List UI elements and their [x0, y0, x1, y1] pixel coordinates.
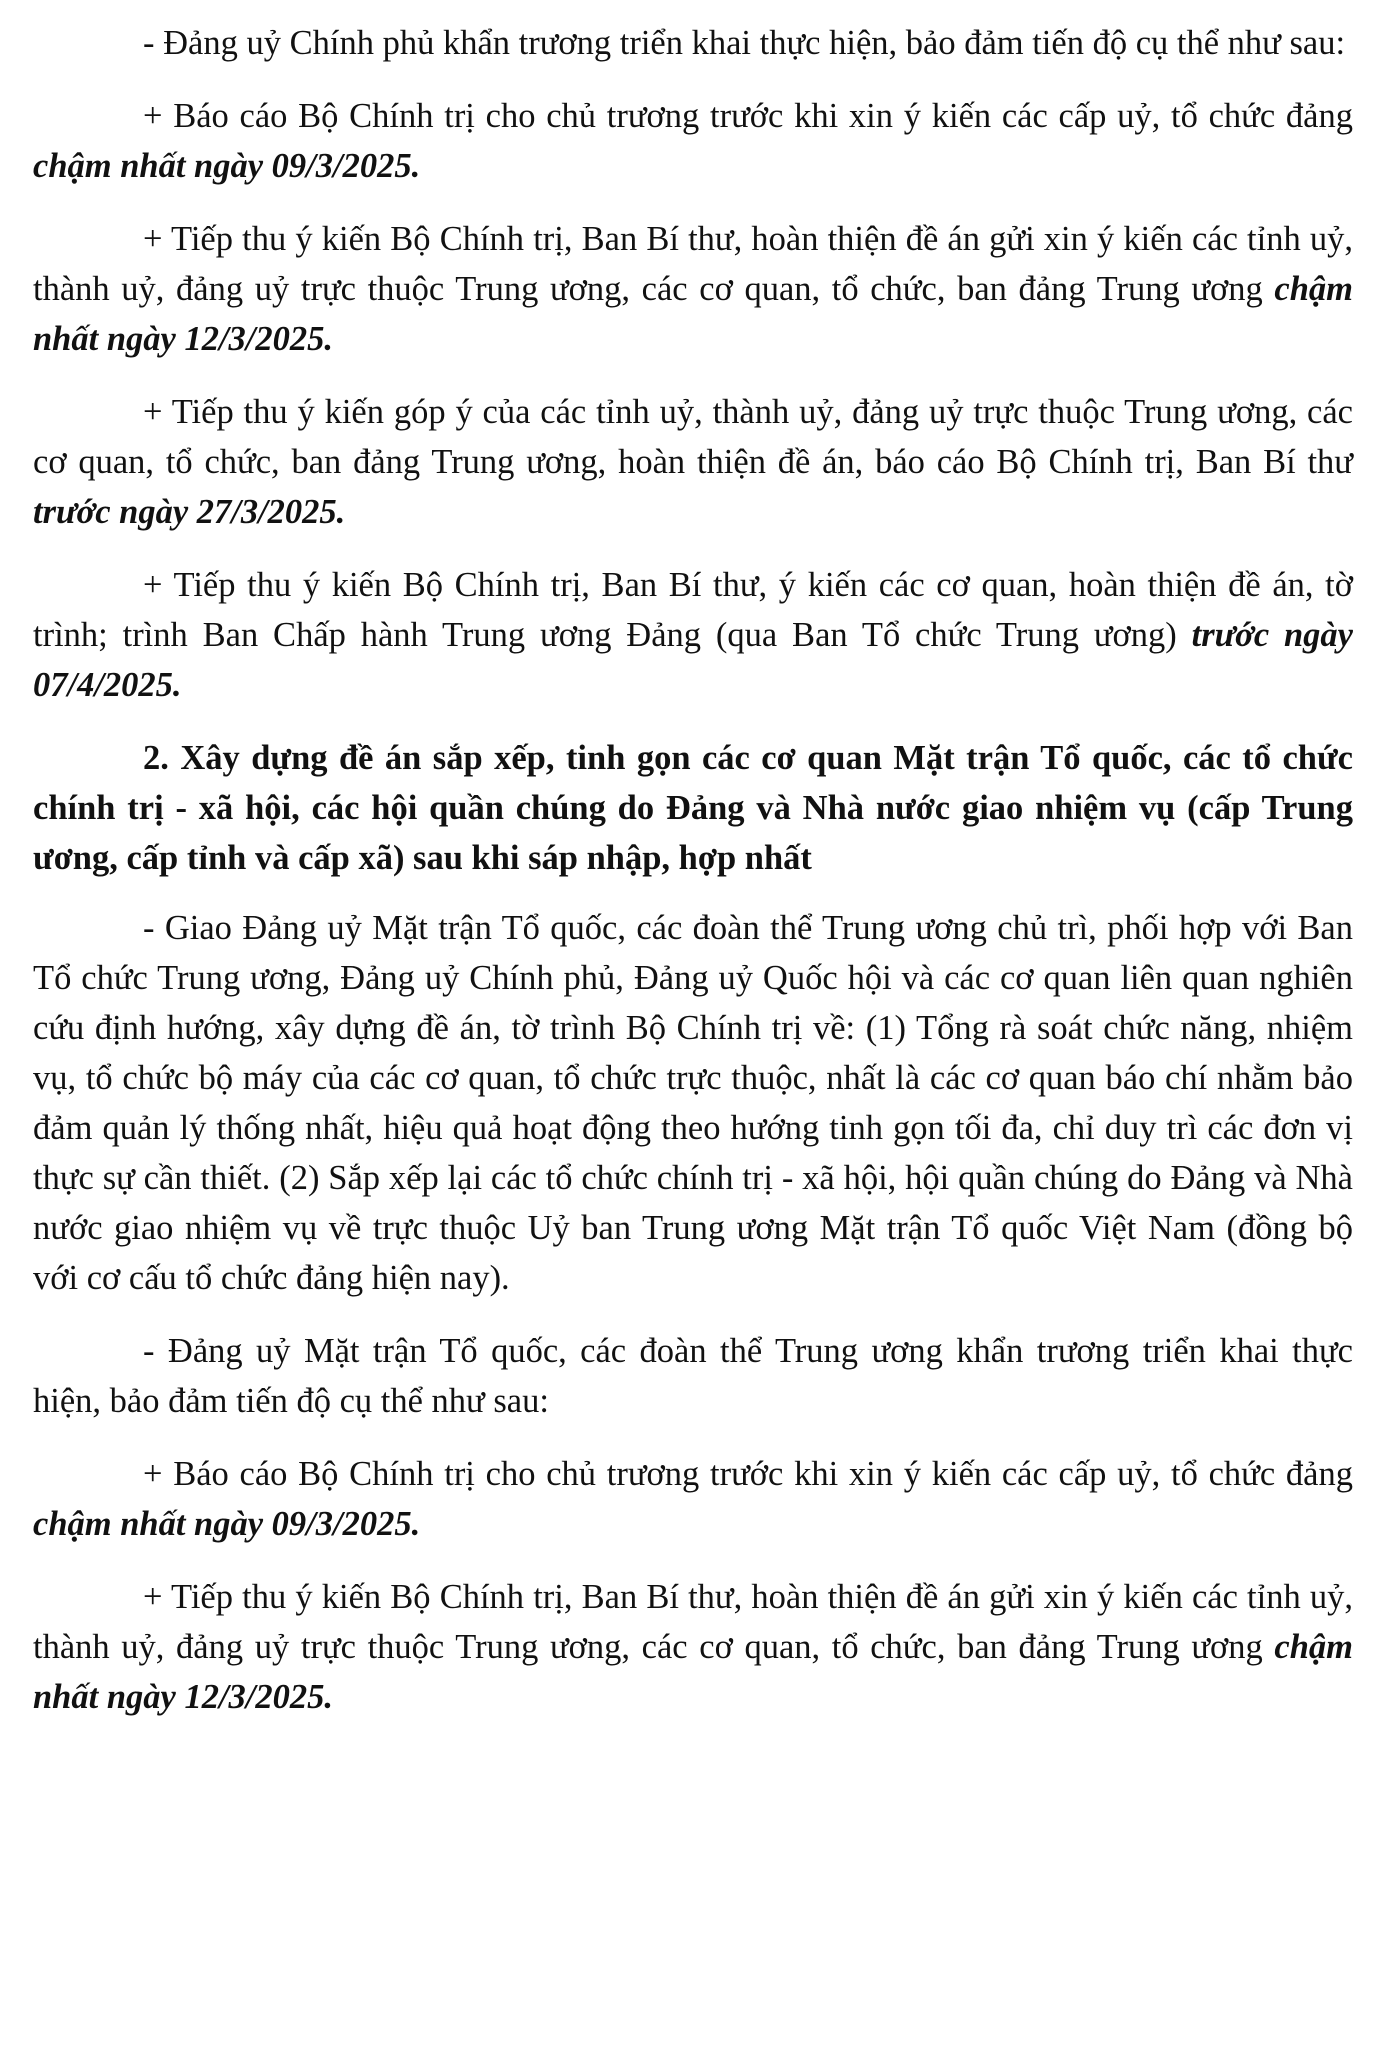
paragraph-text: + Báo cáo Bộ Chính trị cho chủ trương trước khi xin ý kiến các cấp uỷ, tổ chức đảng [143, 1455, 1353, 1493]
deadline-text: trước ngày 27/3/2025. [33, 493, 346, 531]
document-body [33, 18, 1353, 1745]
deadline-text: trước ngày 07/4/2025. [33, 616, 1353, 704]
paragraph-text: + Tiếp thu ý kiến Bộ Chính trị, Ban Bí thư, hoàn thiện đề án gửi xin ý kiến các tỉnh uỷ, thành uỷ, đảng uỷ trực thuộc Trung ương, các cơ quan, tổ chức, ban đảng Trung ương [33, 220, 1353, 308]
paragraph-finalize-report-step [33, 387, 1353, 537]
paragraph-government-party-committee-schedule [33, 18, 1353, 68]
paragraph-report-politburo-step [33, 91, 1353, 191]
section-heading: 2. Xây dựng đề án sắp xếp, tinh gọn các cơ quan Mặt trận Tổ quốc, các tổ chức chính trị - xã hội, các hội quần chúng do Đảng và Nhà nước giao nhiệm vụ (cấp Trung ương, cấp tỉnh và cấp xã) sau khi sáp nhập, hợp nhất [33, 739, 1353, 877]
paragraph-assignment-fatherland-front [33, 903, 1353, 1303]
paragraph-text: - Giao Đảng uỷ Mặt trận Tổ quốc, các đoàn thể Trung ương chủ trì, phối hợp với Ban Tổ chức Trung ương, Đảng uỷ Chính phủ, Đảng uỷ Quốc hội và các cơ quan liên quan nghiên cứu định hướng, xây dựng đề án, tờ trình Bộ Chính trị về: (1) Tổng rà soát chức năng, nhiệm vụ, tổ chức bộ máy của các cơ quan, tổ chức trực thuộc, nhất là các cơ quan báo chí nhằm bảo đảm quản lý thống nhất, hiệu quả hoạt động theo hướng tinh gọn tối đa, chỉ duy trì các đơn vị thực sự cần thiết. (2) Sắp xếp lại các tổ chức chính trị - xã hội, hội quần chúng do Đảng và Nhà nước giao nhiệm vụ về trực thuộc Uỷ ban Trung ương Mặt trận Tổ quốc Việt Nam (đồng bộ với cơ cấu tổ chức đảng hiện nay). [33, 909, 1353, 1297]
deadline-text: chậm nhất ngày 09/3/2025. [33, 147, 421, 185]
paragraph-fatherland-front-schedule [33, 1326, 1353, 1426]
deadline-text: chậm nhất ngày 12/3/2025. [33, 270, 1353, 358]
deadline-text: chậm nhất ngày 12/3/2025. [33, 1628, 1353, 1716]
deadline-text: chậm nhất ngày 09/3/2025. [33, 1505, 421, 1543]
paragraph-text: + Tiếp thu ý kiến Bộ Chính trị, Ban Bí thư, ý kiến các cơ quan, hoàn thiện đề án, tờ trình; trình Ban Chấp hành Trung ương Đảng (qua Ban Tổ chức Trung ương) [33, 566, 1353, 654]
paragraph-text: - Đảng uỷ Mặt trận Tổ quốc, các đoàn thể Trung ương khẩn trương triển khai thực hiện, bảo đảm tiến độ cụ thể như sau: [33, 1332, 1353, 1420]
paragraph-collect-opinions-step-2 [33, 1572, 1353, 1722]
paragraph-text: - Đảng uỷ Chính phủ khẩn trương triển khai thực hiện, bảo đảm tiến độ cụ thể như sau: [143, 24, 1346, 62]
paragraph-collect-opinions-step [33, 214, 1353, 364]
paragraph-report-politburo-step-2 [33, 1449, 1353, 1549]
paragraph-text: + Tiếp thu ý kiến Bộ Chính trị, Ban Bí thư, hoàn thiện đề án gửi xin ý kiến các tỉnh uỷ, thành uỷ, đảng uỷ trực thuộc Trung ương, các cơ quan, tổ chức, ban đảng Trung ương [33, 1578, 1353, 1666]
paragraph-text: + Báo cáo Bộ Chính trị cho chủ trương trước khi xin ý kiến các cấp uỷ, tổ chức đảng [143, 97, 1353, 135]
paragraph-submit-central-committee-step [33, 560, 1353, 710]
paragraph-text: + Tiếp thu ý kiến góp ý của các tỉnh uỷ, thành uỷ, đảng uỷ trực thuộc Trung ương, các cơ quan, tổ chức, ban đảng Trung ương, hoàn thiện đề án, báo cáo Bộ Chính trị, Ban Bí thư [33, 393, 1353, 481]
